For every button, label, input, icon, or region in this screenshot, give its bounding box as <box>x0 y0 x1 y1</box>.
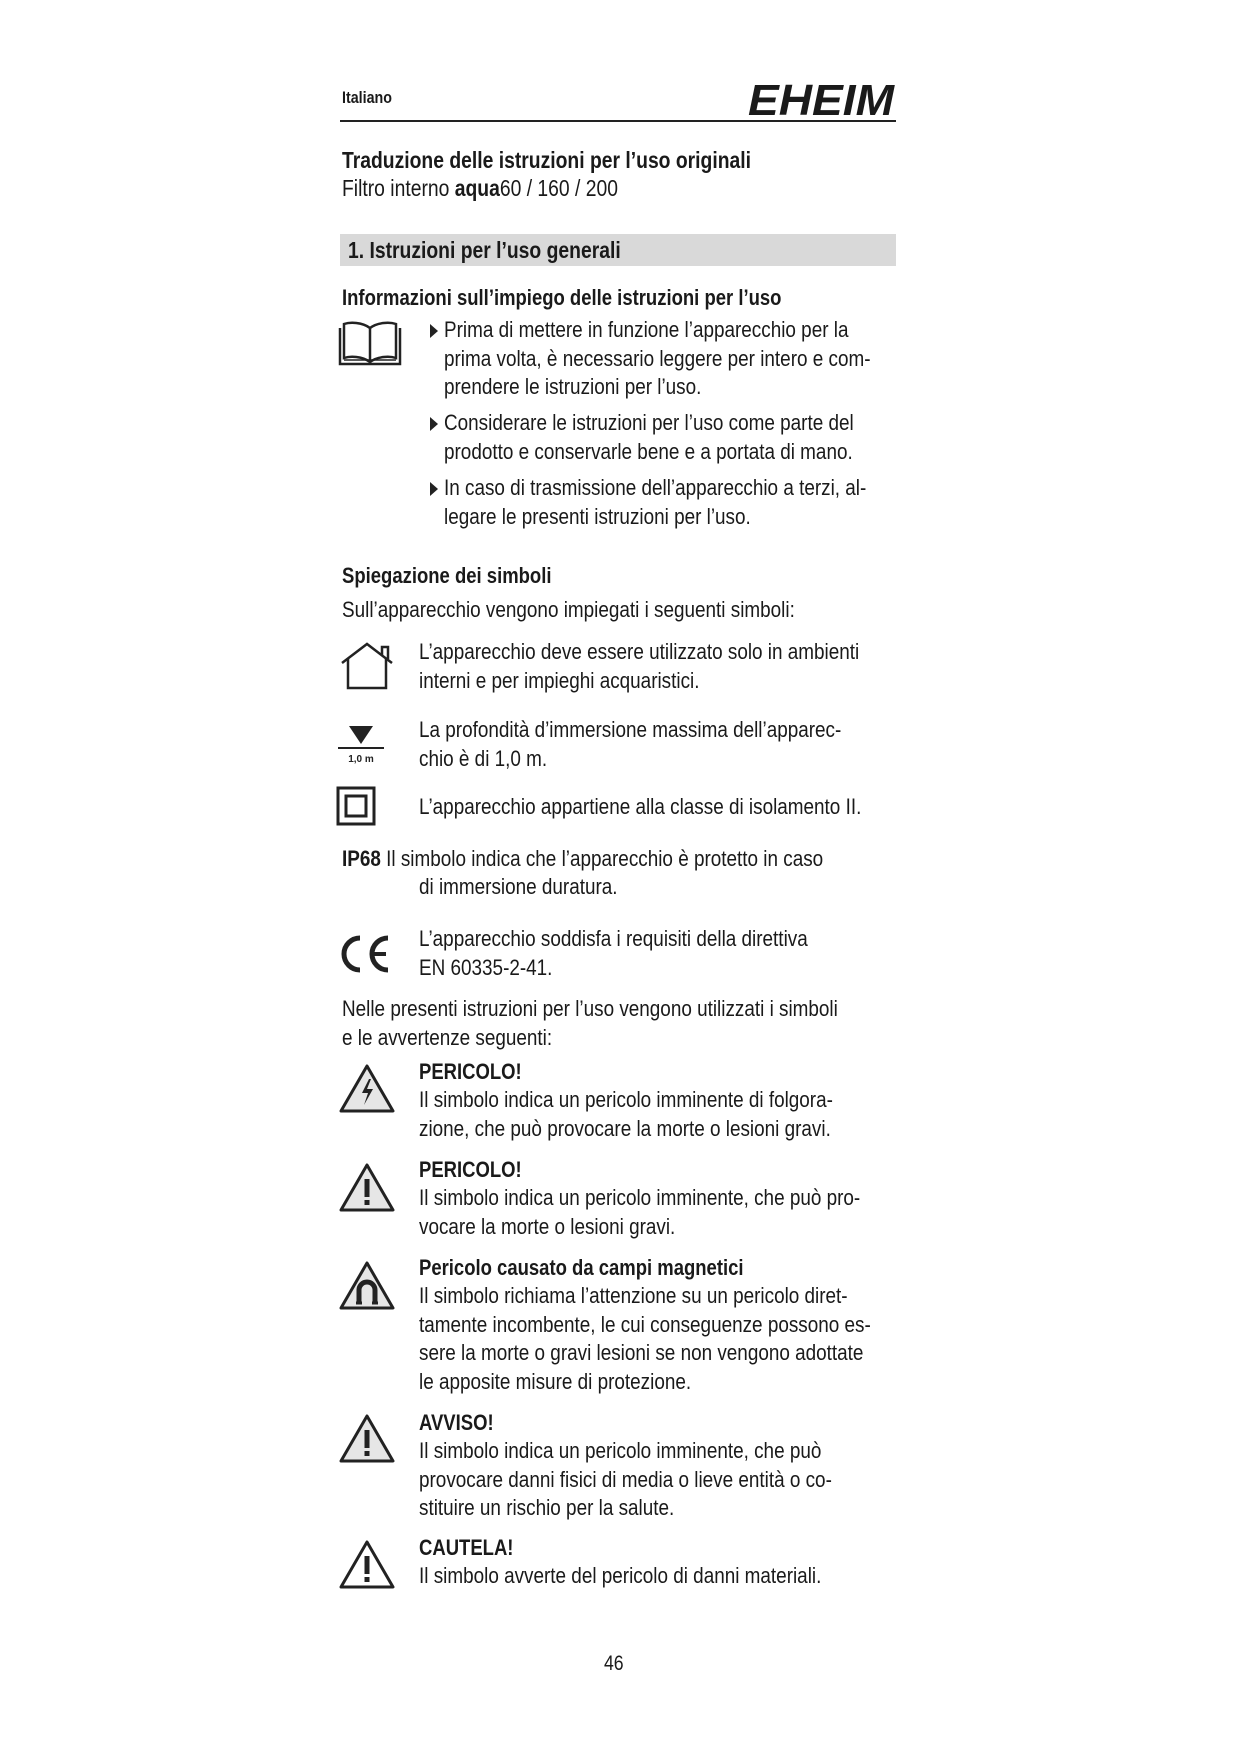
class-ii-icon <box>336 786 376 826</box>
svg-text:EHEIM: EHEIM <box>748 76 896 120</box>
indoor-text: L’apparecchio deve essere utilizzato solo in ambienti interni e per impieghi acquaristici. <box>419 639 860 693</box>
depth-icon <box>336 724 386 766</box>
ip68-text: IP68 Il simbolo indica che l’apparecchio è protetto in caso <box>342 846 824 871</box>
header-language: Italiano <box>342 88 392 107</box>
warning-4-text: Il simbolo indica un pericolo imminente, che può provocare danni fisici di media o lieve entità o co- stituire un rischio per la salute. <box>419 1438 832 1520</box>
bullet-1: Prima di mettere in funzione l’apparecchio per la prima volta, è necessario leggere per intero e com- prendere le istruzioni per l’uso. <box>444 317 871 399</box>
warning-1-title: PERICOLO! <box>419 1059 522 1084</box>
magnetic-field-icon <box>338 1260 396 1312</box>
warning-1-text: Il simbolo indica un pericolo imminente di folgora- zione, che può provocare la morte o lesioni gravi. <box>419 1087 833 1141</box>
house-icon <box>338 641 396 691</box>
ip68-code: IP68 <box>342 846 381 871</box>
warning-2-title: PERICOLO! <box>419 1157 522 1182</box>
warning-3-text: Il simbolo richiama l’attenzione su un pericolo diret- tamente incombente, le cui conseguenze possono es- sere la morte o gravi lesioni se non vengono adottate le apposite misure di protezione. <box>419 1283 871 1394</box>
header-rule <box>340 120 896 122</box>
warning-icon <box>338 1413 396 1465</box>
bullet-3: In caso di trasmissione dell’apparecchio a terzi, al- legare le presenti istruzioni per l’uso. <box>444 475 867 529</box>
warning-2-text: Il simbolo indica un pericolo imminente, che può pro- vocare la morte o lesioni gravi. <box>419 1185 861 1239</box>
book-icon <box>338 320 402 370</box>
bullet-2: Considerare le istruzioni per l’uso come parte del prodotto e conservarle bene e a portata di mano. <box>444 410 854 464</box>
ip68-text-line2: di immersione duratura. <box>419 874 618 899</box>
danger-warning-icon <box>338 1162 396 1214</box>
symbols-heading: Spiegazione dei simboli <box>342 563 552 588</box>
depth-text: La profondità d’immersione massima dell’apparec- chio è di 1,0 m. <box>419 717 842 771</box>
document-subtitle: Filtro interno aqua60 / 160 / 200 <box>342 175 619 201</box>
page-number: 46 <box>604 1652 624 1675</box>
ce-text: L’apparecchio soddisfa i requisiti della direttiva EN 60335-2-41. <box>419 926 808 980</box>
warnings-intro: Nelle presenti istruzioni per l’uso vengono utilizzati i simboli e le avvertenze seguenti: <box>342 996 838 1050</box>
class-ii-text: L’apparecchio appartiene alla classe di isolamento II. <box>419 794 862 819</box>
info-heading: Informazioni sull’impiego delle istruzioni per l’uso <box>342 285 782 310</box>
caution-icon <box>338 1539 396 1591</box>
electric-hazard-icon <box>338 1063 396 1115</box>
warning-5-text: Il simbolo avverte del pericolo di danni materiali. <box>419 1563 822 1588</box>
warning-5-title: CAUTELA! <box>419 1535 514 1560</box>
svg-text:1,0 m: 1,0 m <box>348 754 374 765</box>
warning-3-title: Pericolo causato da campi magnetici <box>419 1255 744 1280</box>
ce-mark-icon <box>336 934 392 974</box>
eheim-logo <box>746 76 896 120</box>
symbols-intro: Sull’apparecchio vengono impiegati i seguenti simboli: <box>342 597 795 622</box>
section-heading: 1. Istruzioni per l’uso generali <box>348 237 621 263</box>
document-title: Traduzione delle istruzioni per l’uso originali <box>342 147 752 173</box>
warning-4-title: AVVISO! <box>419 1410 494 1435</box>
